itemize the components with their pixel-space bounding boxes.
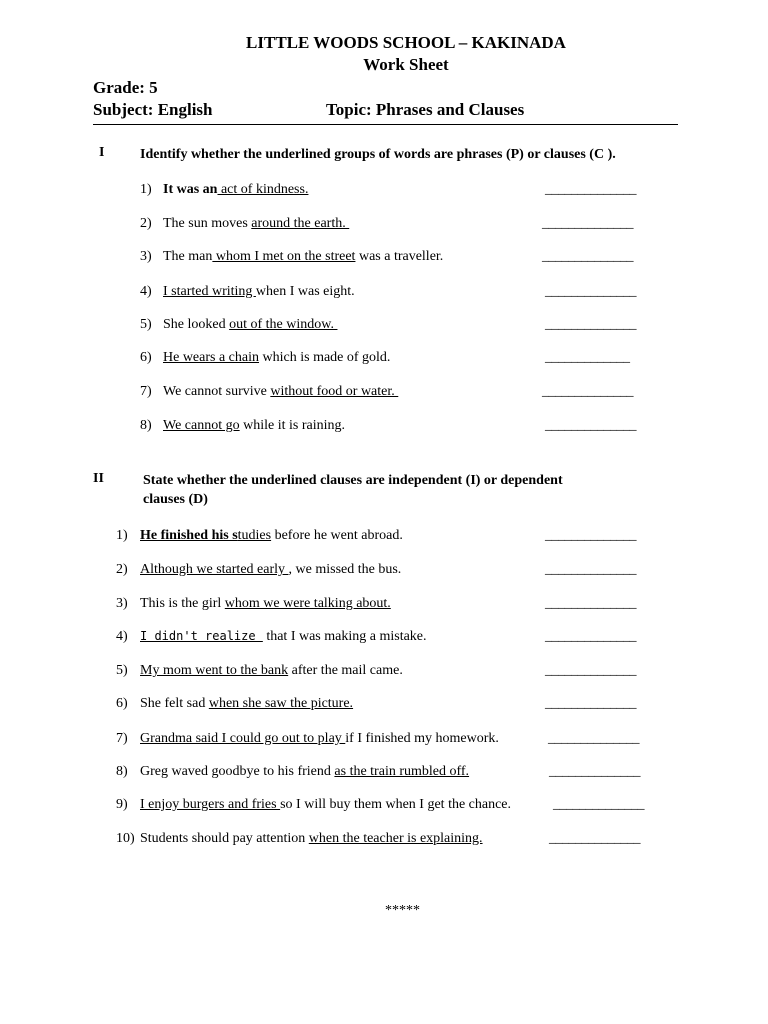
answer-blank[interactable]: ______________ xyxy=(545,418,636,433)
question-number: 7) xyxy=(116,731,128,746)
underlined-text: We cannot go xyxy=(163,418,240,433)
question-number: 10) xyxy=(116,831,135,846)
answer-blank[interactable]: ______________ xyxy=(553,797,644,812)
underlined-text: Grandma said I could go out to play xyxy=(140,731,346,746)
answer-blank[interactable]: ______________ xyxy=(545,629,636,644)
question-number: 4) xyxy=(116,629,128,644)
question-number: 7) xyxy=(140,384,152,399)
question-text xyxy=(163,384,398,400)
question-number: 9) xyxy=(116,797,128,812)
answer-blank[interactable]: _____________ xyxy=(545,350,630,365)
question-number: 1) xyxy=(140,182,152,197)
subject-label: Subject: English xyxy=(93,100,213,119)
question-number: 5) xyxy=(140,317,152,332)
underlined-text: around the earth. xyxy=(251,216,350,231)
question-text-part: It was an xyxy=(163,182,218,197)
underlined-text: I didn't realize xyxy=(140,629,263,643)
question-text-part: when I was eight. xyxy=(255,284,355,299)
underlined-text: He wears a chain xyxy=(163,350,260,365)
answer-blank[interactable]: ______________ xyxy=(545,528,636,543)
question-text-part: after the mail came. xyxy=(288,663,403,678)
answer-blank[interactable]: ______________ xyxy=(542,249,633,264)
question-number: 5) xyxy=(116,663,128,678)
answer-blank[interactable]: ______________ xyxy=(542,384,633,399)
underlined-text: whom I met on the street xyxy=(212,249,356,264)
question-text xyxy=(140,528,403,544)
answer-blank[interactable]: ______________ xyxy=(549,831,640,846)
question-text-part: The man xyxy=(163,249,213,264)
question-text-part: She felt sad xyxy=(140,696,209,711)
question-text xyxy=(163,284,355,300)
question-number: 2) xyxy=(140,216,152,231)
question-text-part: that I was making a mistake. xyxy=(262,629,427,644)
question-text xyxy=(140,629,427,645)
underlined-text: My mom went to the bank xyxy=(140,663,289,678)
question-text-part: Greg waved goodbye to his friend xyxy=(140,764,335,779)
underlined-text: out of the window. xyxy=(229,317,338,332)
question-text-part: Students should pay attention xyxy=(140,831,309,846)
answer-blank[interactable]: ______________ xyxy=(545,284,636,299)
question-text-part: This is the girl xyxy=(140,596,225,611)
question-text-part: so I will buy them when I get the chance. xyxy=(280,797,512,812)
answer-blank[interactable]: ______________ xyxy=(545,696,636,711)
underlined-text: I started writing xyxy=(163,284,256,299)
topic-label: Topic: Phrases and Clauses xyxy=(326,100,525,119)
question-text-part: The sun moves xyxy=(163,216,252,231)
question-number: 2) xyxy=(116,562,128,577)
underlined-text: when the teacher is explaining. xyxy=(308,831,483,846)
underlined-text: as the train rumbled off. xyxy=(334,764,470,779)
question-number: 1) xyxy=(116,528,128,543)
question-text-part: was a traveller. xyxy=(355,249,444,264)
question-text xyxy=(140,831,483,847)
section-2-instruction-line-2: clauses (D) xyxy=(143,492,208,507)
question-text xyxy=(163,317,337,333)
underlined-text: Although we started early xyxy=(140,562,289,577)
grade-label: Grade: 5 xyxy=(93,78,158,97)
question-number: 6) xyxy=(116,696,128,711)
question-text xyxy=(140,596,391,612)
question-text-part: , we missed the bus. xyxy=(288,562,402,577)
answer-blank[interactable]: ______________ xyxy=(545,596,636,611)
question-text-part: if I finished my homework. xyxy=(345,731,499,746)
question-number: 3) xyxy=(116,596,128,611)
underlined-text: act of kindness. xyxy=(217,182,309,197)
question-number: 4) xyxy=(140,284,152,299)
underlined-text: without food or water. xyxy=(270,384,399,399)
answer-blank[interactable]: ______________ xyxy=(545,317,636,332)
underlined-text: tudies xyxy=(237,528,272,543)
question-text xyxy=(140,562,401,578)
question-number: 8) xyxy=(116,764,128,779)
question-number: 3) xyxy=(140,249,152,264)
answer-blank[interactable]: ______________ xyxy=(548,731,639,746)
section-1-instruction: Identify whether the underlined groups of words are phrases (P) or clauses (C ). xyxy=(140,147,616,162)
question-text xyxy=(163,418,345,434)
answer-blank[interactable]: ______________ xyxy=(542,216,633,231)
question-number: 6) xyxy=(140,350,152,365)
section-1-number: I xyxy=(99,145,105,160)
underlined-text: when she saw the picture. xyxy=(208,696,354,711)
section-2-number: II xyxy=(93,471,104,486)
question-text-part: We cannot survive xyxy=(163,384,271,399)
answer-blank[interactable]: ______________ xyxy=(549,764,640,779)
question-text xyxy=(140,797,511,813)
question-text-part: while it is raining. xyxy=(239,418,346,433)
worksheet-title: Work Sheet xyxy=(363,55,449,74)
question-text xyxy=(163,182,308,198)
question-text xyxy=(140,764,469,780)
question-text-part: which is made of gold. xyxy=(259,350,391,365)
underlined-text: I enjoy burgers and fries xyxy=(140,797,281,812)
section-2-instruction-line-1: State whether the underlined clauses are independent (I) or dependent xyxy=(143,473,563,488)
underlined-text: He finished his s xyxy=(140,528,238,543)
answer-blank[interactable]: ______________ xyxy=(545,182,636,197)
question-text xyxy=(163,249,443,265)
underlined-text: whom we were talking about. xyxy=(224,596,391,611)
question-text xyxy=(140,731,499,747)
question-text xyxy=(140,663,403,679)
header-divider xyxy=(93,124,678,125)
question-text-part: before he went abroad. xyxy=(271,528,403,543)
question-text xyxy=(163,350,390,366)
school-title: LITTLE WOODS SCHOOL – KAKINADA xyxy=(246,33,566,52)
question-number: 8) xyxy=(140,418,152,433)
question-text-part: She looked xyxy=(163,317,230,332)
question-text xyxy=(163,216,349,232)
question-text xyxy=(140,696,353,712)
footer-stars: ***** xyxy=(385,903,420,918)
answer-blank[interactable]: ______________ xyxy=(545,663,636,678)
answer-blank[interactable]: ______________ xyxy=(545,562,636,577)
